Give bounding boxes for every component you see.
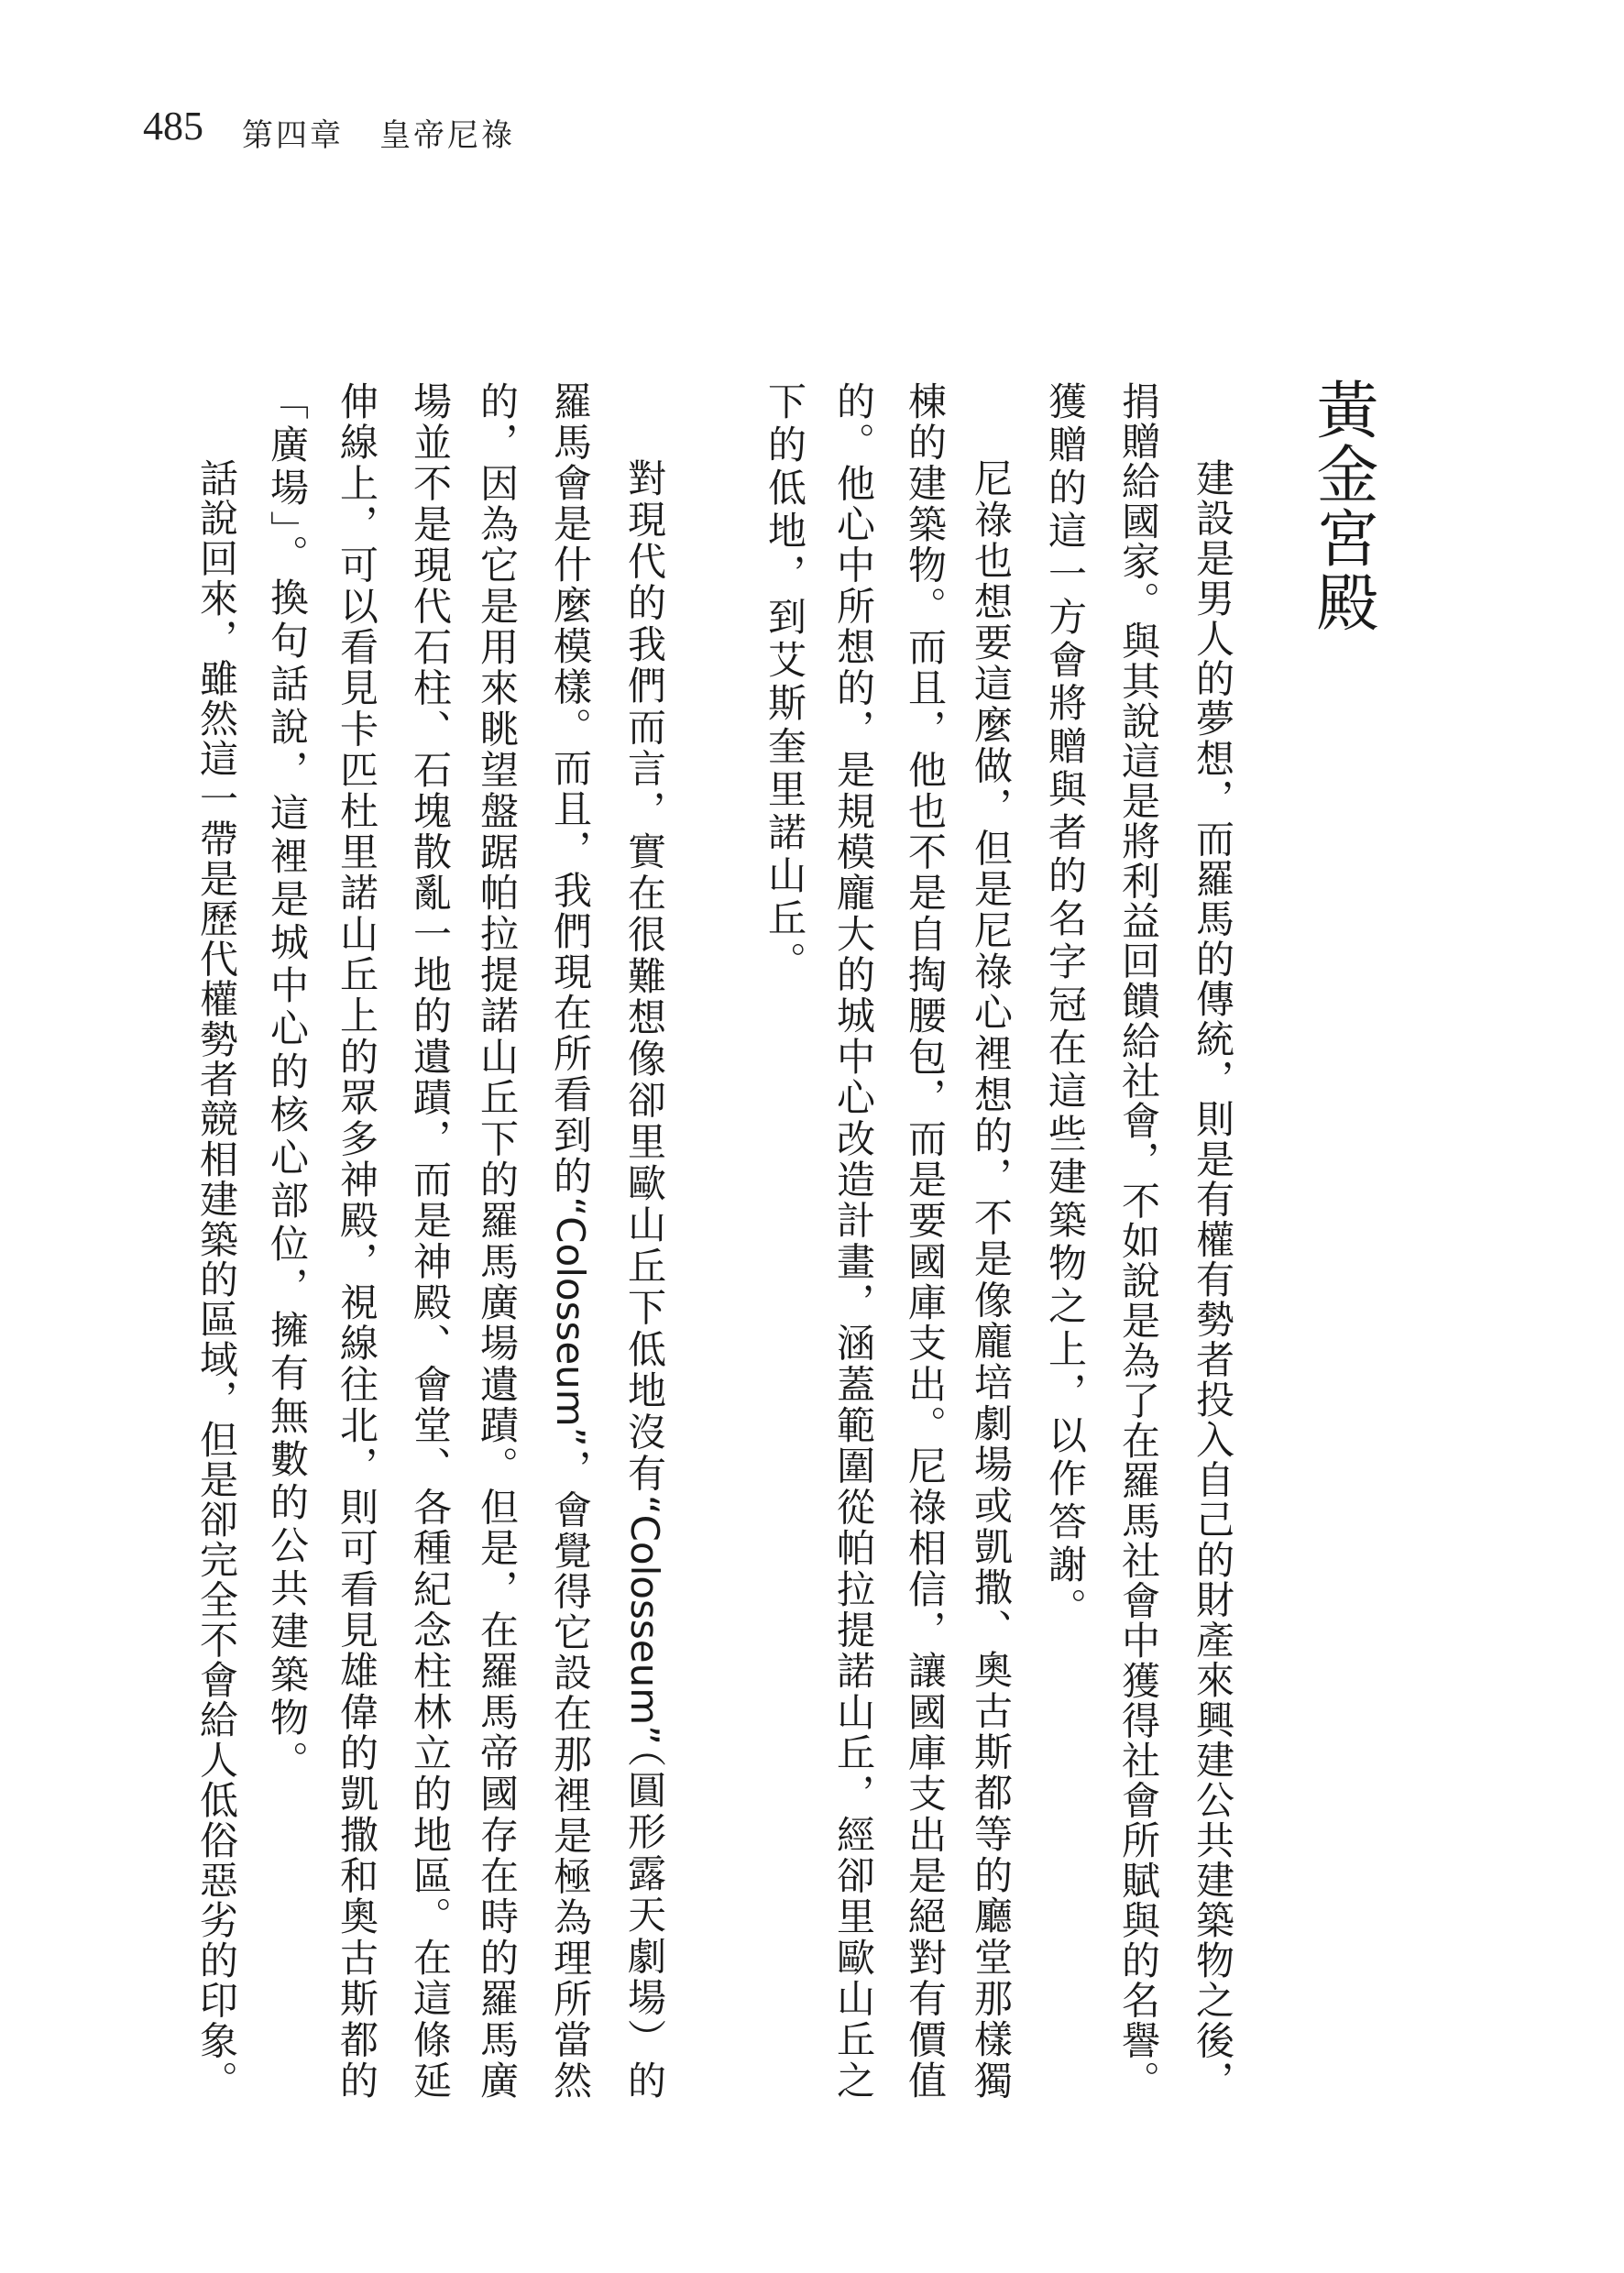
page-number: 485: [143, 104, 203, 148]
text-column: 捐贈給國家。與其說這是將利益回饋給社會，不如說是為了在羅馬社會中獲得社會所賦與的名譽。: [1116, 381, 1161, 2099]
section-title: 黃金宮殿: [1306, 378, 1378, 634]
text-column: 話說回來，雖然這一帶是歷代權勢者競相建築的區域，但是卻完全不會給人低俗惡劣的印象。: [194, 458, 239, 2099]
text-column: 羅馬會是什麼模樣。而且，我們現在所看到的“Colosseum”，會覺得它設在那裡是極為理所當然: [548, 381, 593, 2099]
text-column: 棟的建築物。而且，他也不是自掏腰包，而是要國庫支出。尼祿相信，讓國庫支出是絕對有價值: [903, 381, 948, 2099]
running-header-title: 皇帝尼祿: [379, 117, 515, 154]
text-column: 伸線上，可以看見卡匹杜里諾山丘上的眾多神殿，視線往北，則可看見雄偉的凱撒和奧古斯都的: [335, 381, 379, 2099]
text-column: 的。他心中所想的，是規模龐大的城中心改造計畫，涵蓋範圍從帕拉提諾山丘，經卻里歐山丘之: [831, 381, 876, 2099]
text-column: 對現代的我們而言，實在很難想像卻里歐山丘下低地沒有“Colosseum”（圓形露天劇場）的: [622, 458, 667, 2099]
text-column: 「廣場」。換句話說，這裡是城中心的核心部位，擁有無數的公共建築物。: [265, 381, 310, 1784]
text-column: 建設是男人的夢想，而羅馬的傳統，則是有權有勢者投入自己的財產來興建公共建築物之後，: [1191, 458, 1235, 2099]
text-column: 的，因為它是用來眺望盤踞帕拉提諾山丘下的羅馬廣場遺蹟。但是，在羅馬帝國存在時的羅馬廣: [475, 381, 520, 2099]
text-column: 獲贈的這一方會將贈與者的名字冠在這些建築物之上，以作答謝。: [1043, 381, 1088, 1631]
text-column: 場並不是現代石柱、石塊散亂一地的遺蹟，而是神殿、會堂、各種紀念柱林立的地區。在這條延: [408, 381, 453, 2099]
running-header-chapter: 第四章: [242, 117, 344, 154]
text-column: 下的低地，到艾斯奎里諾山丘。: [763, 381, 807, 984]
text-column: 尼祿也想要這麼做，但是尼祿心裡想的，不是像龐培劇場或凱撒、奧古斯都等的廳堂那樣獨: [969, 458, 1014, 2099]
